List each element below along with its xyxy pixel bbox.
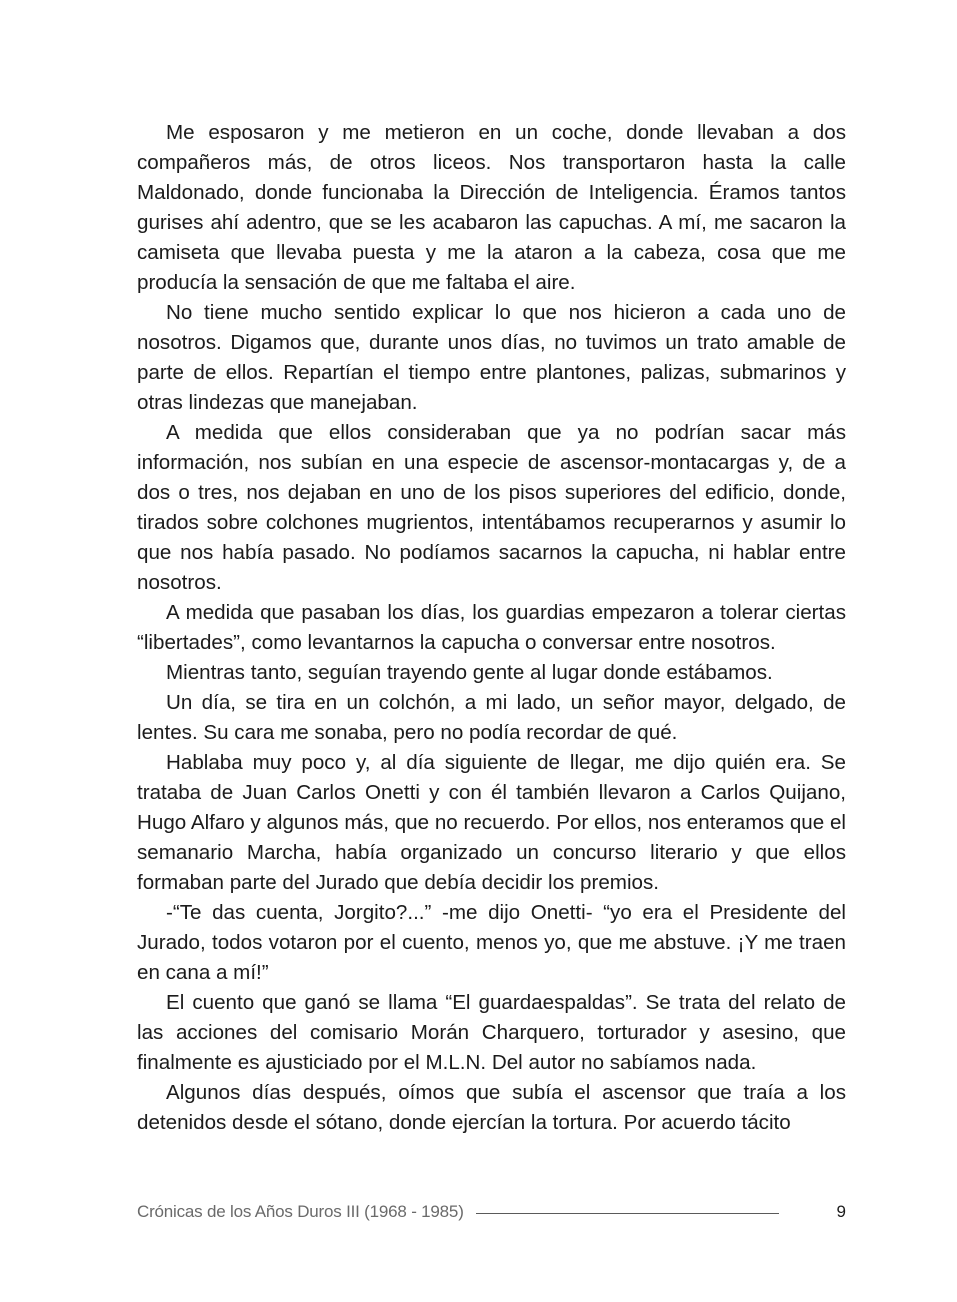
page-number: 9	[836, 1202, 846, 1221]
footer-divider	[476, 1213, 779, 1214]
running-footer-title: Crónicas de los Años Duros III (1968 - 1985)	[137, 1202, 464, 1221]
paragraph: Hablaba muy poco y, al día siguiente de llegar, me dijo quién era. Se trataba de Juan Carlos Onetti y con él también llevaron a Carlos Quijano, Hugo Alfaro y algunos más, que no recuerdo. Por ellos, nos enteramos que el semanario Marcha, había organizado un concurso literario y que ellos formaban parte del Jurado que debía decidir los premios.	[137, 751, 846, 894]
paragraph: A medida que ellos consideraban que ya no podrían sacar más información, nos subían en una especie de ascensor-montacargas y, de a dos o tres, nos dejaban en uno de los pisos superiores del edificio, donde, tirados sobre colchones mugrientos, intentábamos recuperarnos y asumir lo que nos había pasado. No podíamos sacarnos la capucha, ni hablar entre nosotros.	[137, 421, 846, 594]
paragraph: El cuento que ganó se llama “El guardaespaldas”. Se trata del relato de las acciones del comisario Morán Charquero, torturador y asesino, que finalmente es ajusticiado por el M.L.N. Del autor no sabíamos nada.	[137, 991, 846, 1074]
paragraph: No tiene mucho sentido explicar lo que nos hicieron a cada uno de nosotros. Digamos que, durante unos días, no tuvimos un trato amable de parte de ellos. Repartían el tiempo entre plantones, palizas, submarinos y otras lindezas que manejaban.	[137, 301, 846, 414]
paragraph: Mientras tanto, seguían trayendo gente al lugar donde estábamos.	[166, 661, 773, 684]
paragraph: Algunos días después, oímos que subía el ascensor que traía a los detenidos desde el sótano, donde ejercían la tortura. Por acuerdo tácito	[137, 1081, 846, 1134]
paragraph: Me esposaron y me metieron en un coche, donde llevaban a dos compañeros más, de otros liceos. Nos transportaron hasta la calle Maldonado, donde funcionaba la Dirección de Inteligencia. Éramos tantos gurises ahí adentro, que se les acabaron las capuchas. A mí, me sacaron la camiseta que llevaba puesta y me la ataron a la cabeza, cosa que me producía la sensación de que me faltaba el aire.	[137, 121, 846, 294]
body-text	[137, 118, 846, 1138]
page-footer	[137, 1197, 846, 1227]
paragraph: Un día, se tira en un colchón, a mi lado, un señor mayor, delgado, de lentes. Su cara me sonaba, pero no podía recordar de qué.	[137, 691, 846, 744]
paragraph: -“Te das cuenta, Jorgito?...” -me dijo Onetti- “yo era el Presidente del Jurado, todos votaron por el cuento, menos yo, que me abstuve. ¡Y me traen en cana a mí!”	[137, 901, 846, 984]
paragraph: A medida que pasaban los días, los guardias empezaron a tolerar ciertas “libertades”, como levantarnos la capucha o conversar entre nosotros.	[137, 601, 846, 654]
